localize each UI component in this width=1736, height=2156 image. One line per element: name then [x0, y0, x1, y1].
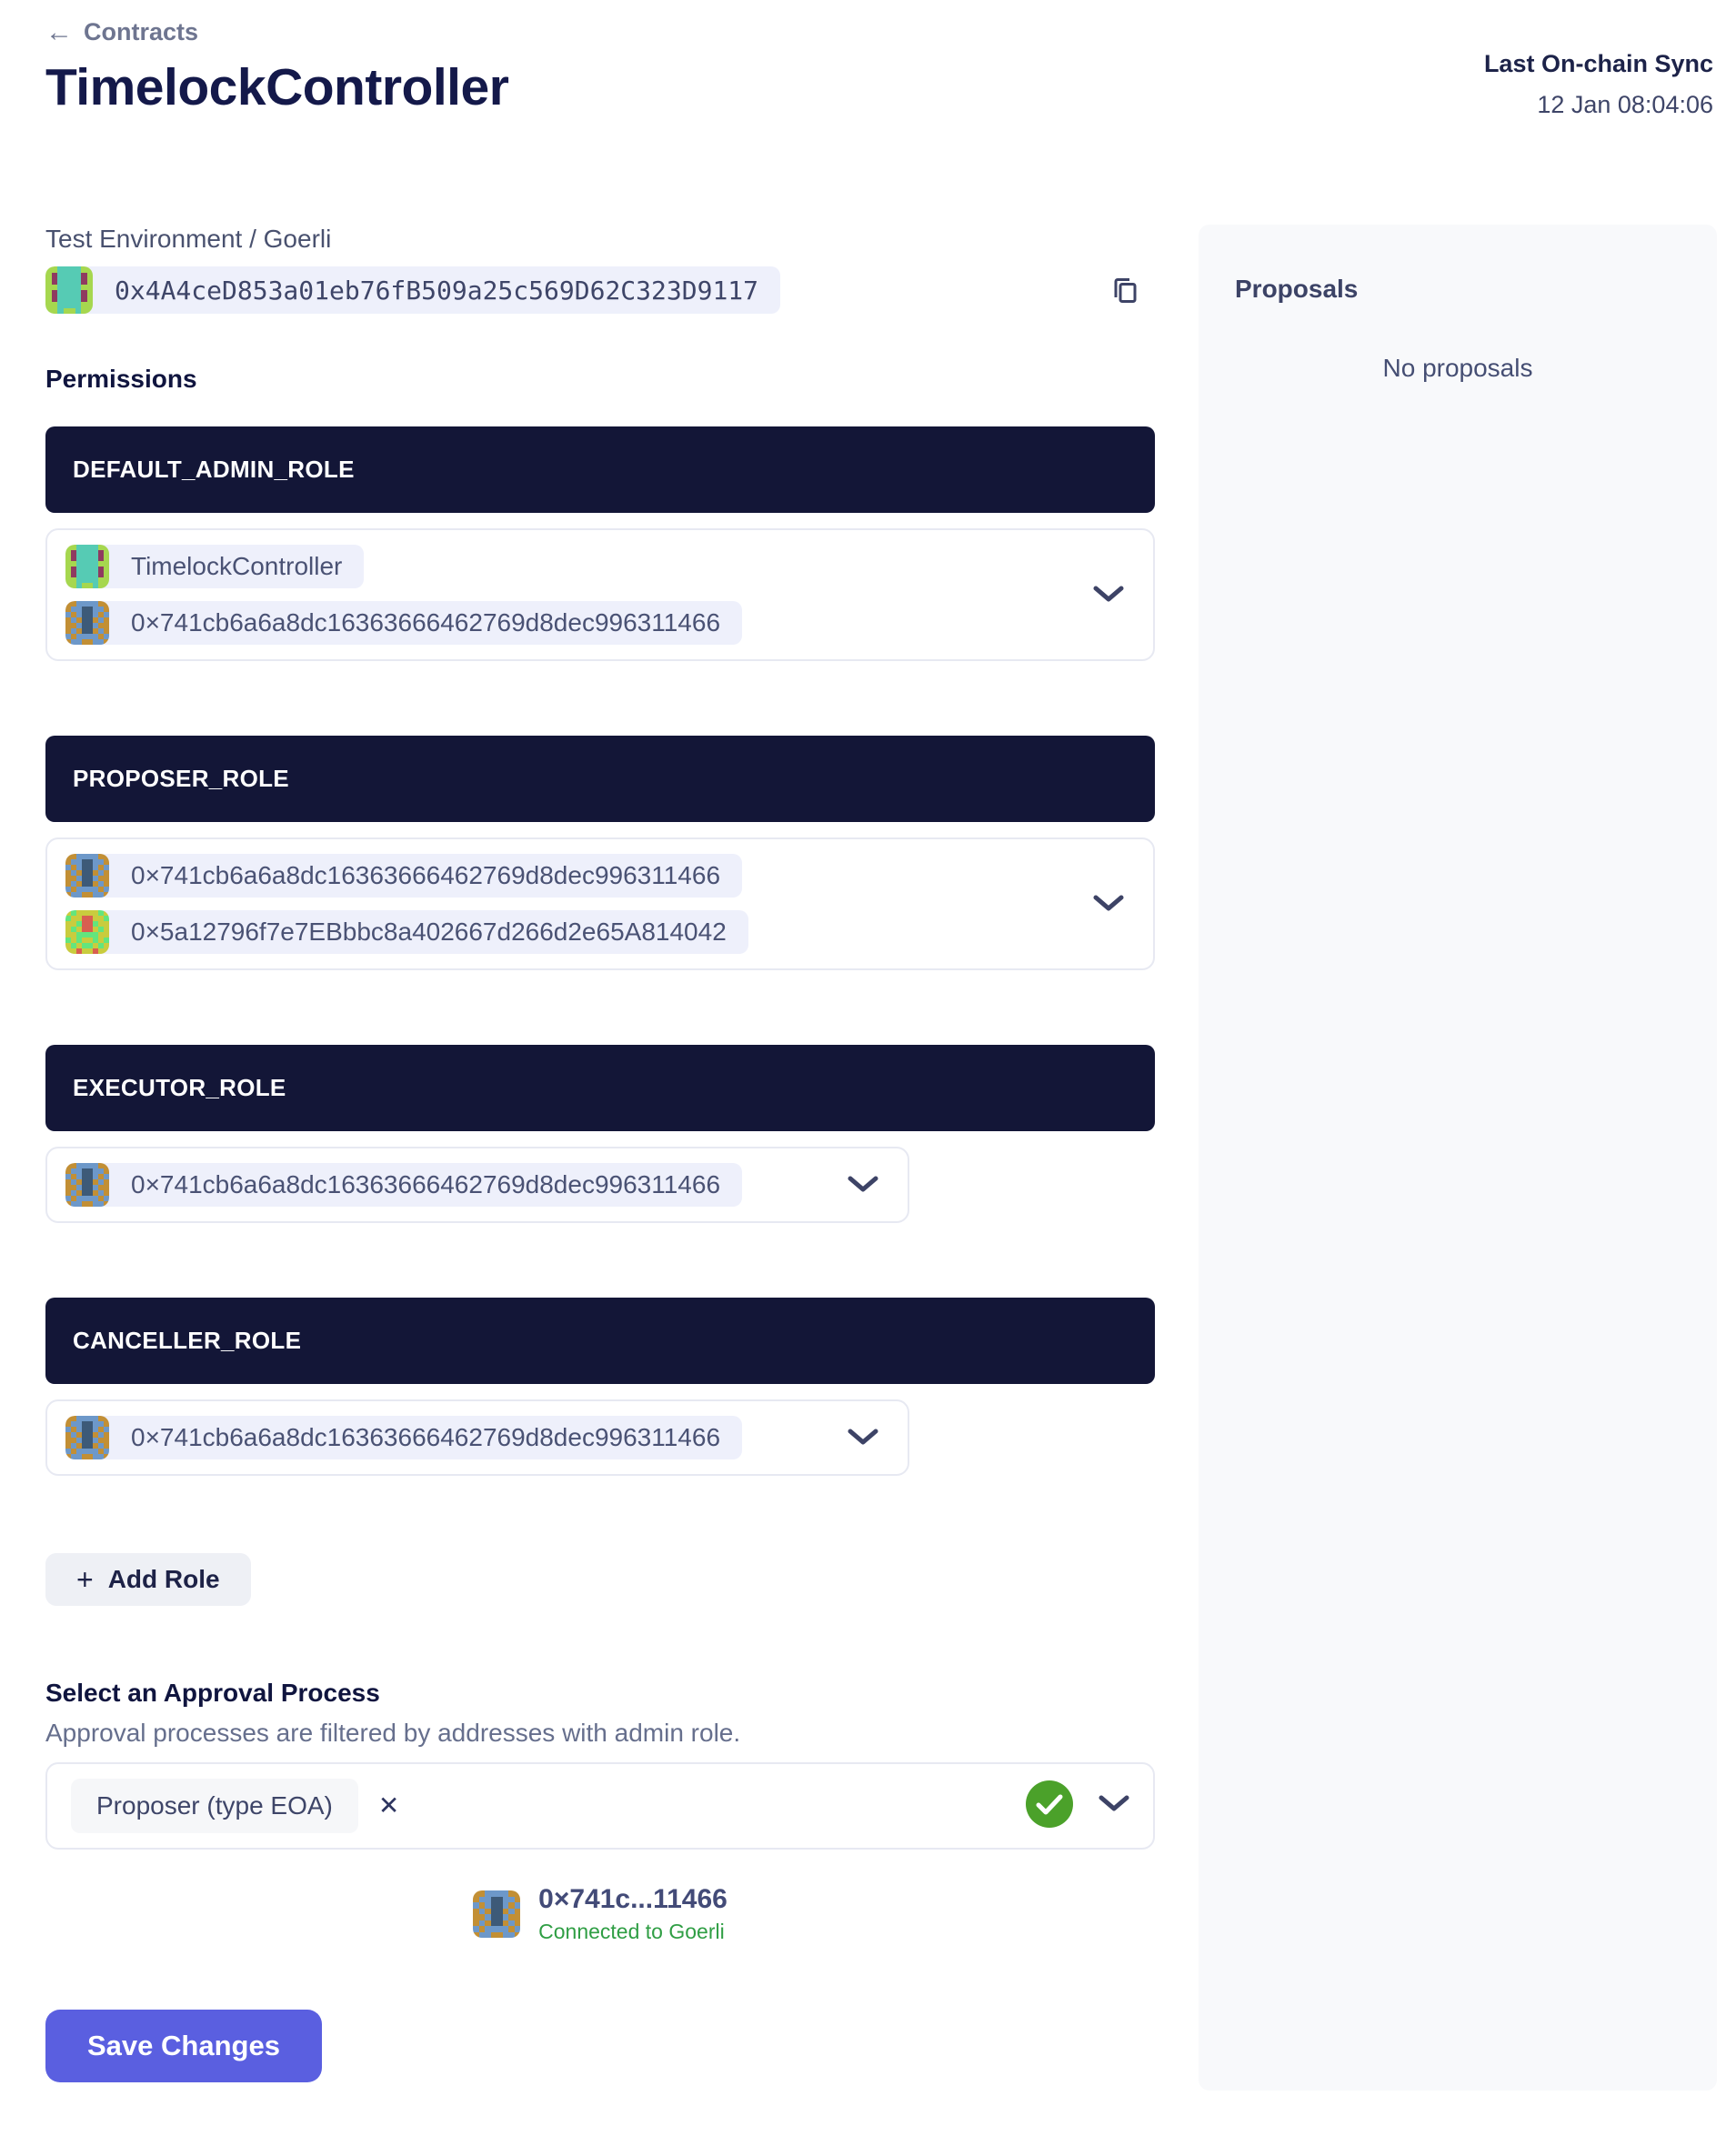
sync-block [1484, 50, 1713, 119]
role-section [45, 736, 1155, 970]
role-member-chip [65, 1416, 742, 1459]
chevron-down-icon[interactable] [1099, 1795, 1129, 1818]
role-member-chip [65, 545, 364, 588]
contract-address-row [45, 266, 1155, 314]
role-header [45, 426, 1155, 513]
add-role-button[interactable] [45, 1553, 251, 1606]
proposals-empty-message: No proposals [1382, 354, 1533, 382]
environment-label: Test Environment / Goerli [45, 225, 332, 253]
contract-identicon [45, 266, 93, 314]
contract-detail-column [45, 225, 1155, 2082]
role-card [45, 1399, 909, 1476]
wallet-identicon [473, 1890, 520, 1938]
role-header [45, 1298, 1155, 1384]
member-identicon [65, 1416, 109, 1459]
role-members-list [65, 854, 748, 954]
role-card [45, 528, 1155, 661]
member-identicon [65, 545, 109, 588]
member-label: TimelockController [131, 552, 343, 580]
wallet-short-address: 0×741c...11466 [538, 1884, 728, 1914]
role-members-list [65, 1163, 742, 1207]
back-arrow-icon[interactable]: ← [45, 16, 73, 47]
save-changes-button[interactable]: Save Changes [45, 2010, 322, 2082]
breadcrumb-label[interactable]: Contracts [84, 18, 199, 45]
approval-process-select[interactable] [45, 1762, 1155, 1850]
role-member-chip [65, 854, 742, 897]
roles-list [45, 426, 1155, 1476]
valid-check-icon [1026, 1780, 1073, 1832]
role-member-chip [65, 910, 748, 954]
chevron-down-icon[interactable] [837, 1429, 889, 1447]
breadcrumb[interactable] [45, 18, 198, 46]
approval-process-tag [71, 1779, 358, 1833]
member-label: 0×741cb6a6a8dc16363666462769d8dec996311466 [131, 608, 721, 637]
role-card [45, 1147, 909, 1223]
chevron-down-icon[interactable] [837, 1176, 889, 1194]
wallet-connection-status: Connected to Goerli [538, 1920, 725, 1943]
approval-process-tag-label: Proposer (type EOA) [96, 1791, 333, 1820]
role-name: EXECUTOR_ROLE [73, 1074, 286, 1101]
member-label: 0×741cb6a6a8dc16363666462769d8dec996311466 [131, 1423, 721, 1451]
member-label: 0×741cb6a6a8dc16363666462769d8dec996311466 [131, 1170, 721, 1198]
page-title: TimelockController [45, 58, 509, 116]
member-identicon [65, 601, 109, 645]
contract-address-chip [45, 266, 780, 314]
role-name: DEFAULT_ADMIN_ROLE [73, 456, 355, 483]
role-members-list [65, 545, 742, 645]
role-member-chip [65, 1163, 742, 1207]
add-role-label: Add Role [107, 1565, 220, 1593]
proposals-heading: Proposals [1235, 275, 1359, 303]
role-members-list [65, 1416, 742, 1459]
member-label: 0×5a12796f7e7EBbbc8a402667d266d2e65A814042 [131, 918, 727, 946]
role-section [45, 1045, 1155, 1223]
remove-tag-icon[interactable]: ✕ [377, 1791, 400, 1820]
chevron-down-icon[interactable] [1082, 895, 1135, 913]
role-card [45, 837, 1155, 970]
role-header [45, 1045, 1155, 1131]
member-identicon [65, 910, 109, 954]
member-label: 0×741cb6a6a8dc16363666462769d8dec996311466 [131, 861, 721, 889]
contract-address: 0x4A4ceD853a01eb76fB509a25c569D62C323D9117 [115, 275, 759, 306]
role-section [45, 426, 1155, 661]
copy-icon[interactable] [1108, 273, 1142, 307]
proposals-panel [1199, 225, 1717, 2091]
approval-process-heading: Select an Approval Process [45, 1679, 380, 1707]
member-identicon [65, 1163, 109, 1207]
role-member-chip [65, 601, 742, 645]
role-name: CANCELLER_ROLE [73, 1327, 302, 1354]
role-section [45, 1298, 1155, 1476]
plus-icon: + [76, 1563, 94, 1596]
approval-process-subtitle: Approval processes are filtered by addresses with admin role. [45, 1719, 741, 1747]
chevron-down-icon[interactable] [1082, 586, 1135, 604]
sync-label: Last On-chain Sync [1483, 50, 1713, 77]
role-header [45, 736, 1155, 822]
member-identicon [65, 854, 109, 897]
connected-wallet [45, 1884, 1155, 1944]
permissions-heading: Permissions [45, 365, 197, 393]
role-name: PROPOSER_ROLE [73, 765, 289, 792]
sync-time: 12 Jan 08:04:06 [1537, 91, 1713, 118]
